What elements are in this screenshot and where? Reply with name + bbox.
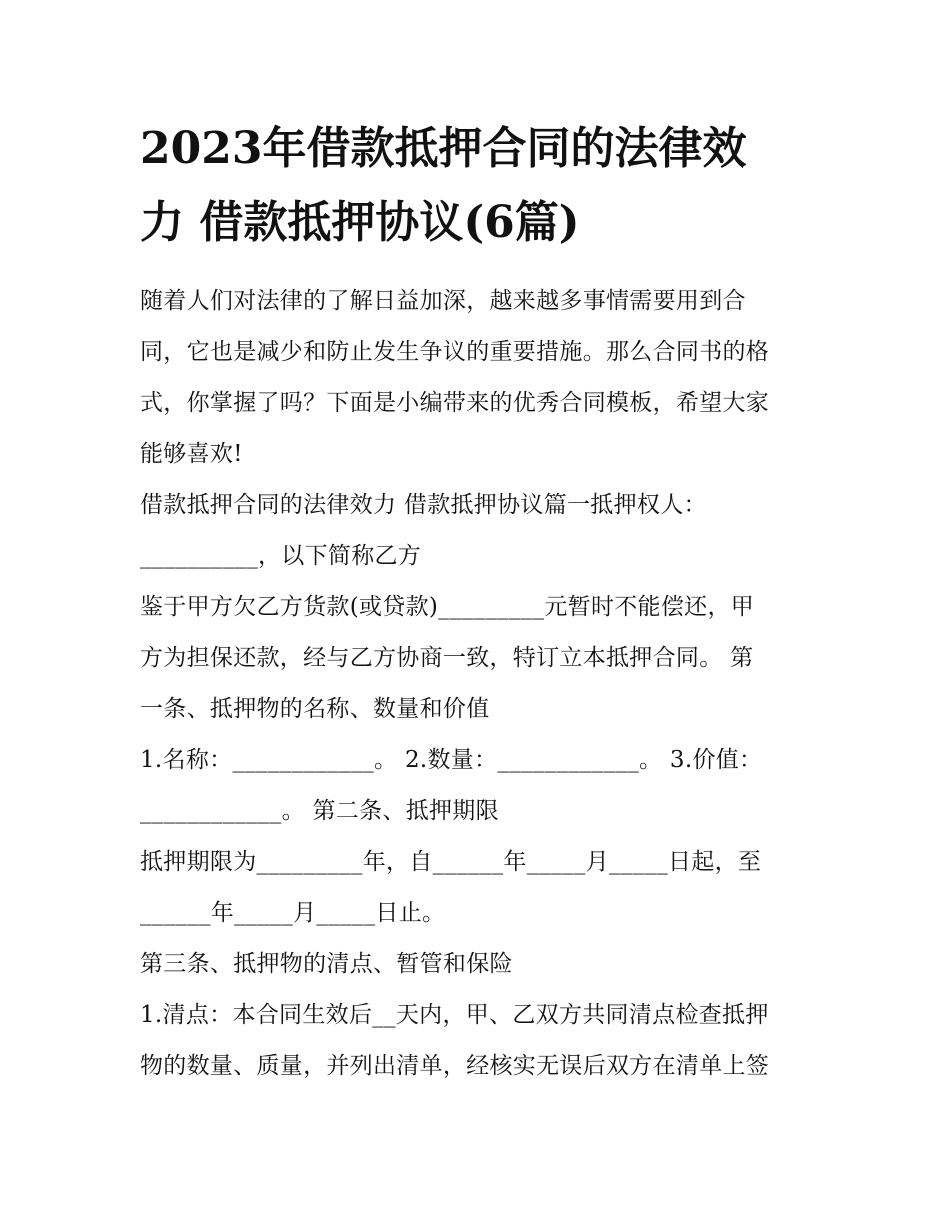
- body-line: ______年_____月_____日止。: [140, 900, 446, 926]
- body-line: ____________。 第二条、抵押期限: [140, 798, 499, 824]
- body-line: __________，以下简称乙方: [140, 543, 422, 569]
- body-line: 同，它也是减少和防止发生争议的重要措施。那么合同书的格: [140, 339, 770, 365]
- body-line: 1.名称：____________。 2.数量：____________。 3.价值：: [140, 747, 763, 773]
- body-line: 抵押期限为_________年，自______年_____月_____日起，至: [140, 849, 762, 875]
- body-line: 随着人们对法律的了解日益加深，越来越多事情需要用到合: [140, 288, 746, 314]
- body-line: 式，你掌握了吗？下面是小编带来的优秀合同模板，希望大家: [140, 390, 770, 416]
- document-title: [140, 112, 840, 260]
- body-line: 方为担保还款，经与乙方协商一致，特订立本抵押合同。 第: [140, 645, 754, 671]
- body-line: 一条、抵押物的名称、数量和价值: [140, 696, 490, 722]
- body-line: 鉴于甲方欠乙方货款(或贷款)_________元暂时不能偿还，甲: [140, 594, 755, 620]
- title-line-1: 2023年借款抵押合同的法律效: [140, 123, 747, 174]
- body-line: 借款抵押合同的法律效力 借款抵押协议篇一抵押权人：: [140, 492, 707, 518]
- body-line: 能够喜欢!: [140, 441, 243, 467]
- title-line-2: 力 借款抵押协议(6篇): [140, 197, 580, 248]
- body-line: 第三条、抵押物的清点、暂管和保险: [140, 951, 513, 977]
- document-body: [140, 276, 830, 1092]
- body-line: 物的数量、质量，并列出清单，经核实无误后双方在清单上签: [140, 1053, 770, 1079]
- body-line: 1.清点：本合同生效后__天内，甲、乙双方共同清点检查抵押: [140, 1002, 769, 1028]
